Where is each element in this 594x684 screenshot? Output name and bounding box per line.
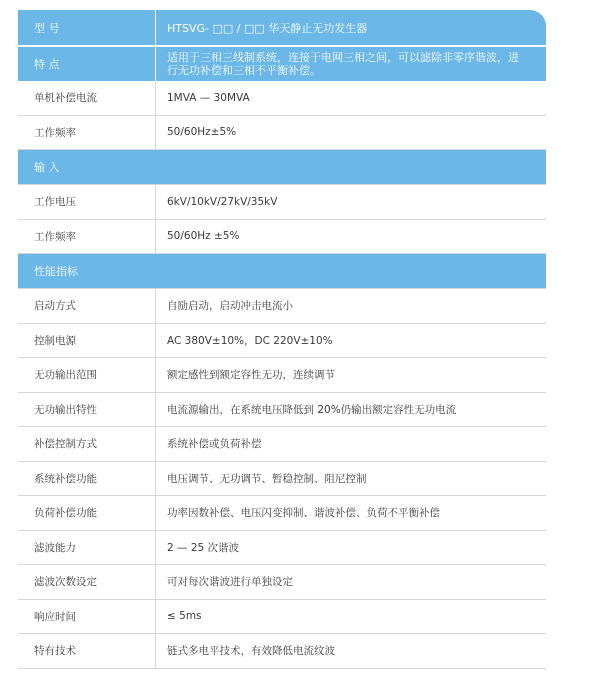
feature-label: 特 点 [34, 58, 60, 71]
table-row [18, 531, 546, 566]
feature-value: 适用于三相三线制系统，连接于电网三相之间，可以滤除非零序谐波，进行无功补偿和三相不平衡补偿。 [155, 47, 546, 81]
row-label: 无功输出范围 [34, 369, 97, 382]
model-value: HTSVG- □□ / □□ 华天静止无功发生器 [155, 10, 546, 45]
table-row [18, 116, 546, 151]
row-value: 6kV/10kV/27kV/35kV [155, 185, 546, 219]
row-label: 系统补偿功能 [34, 472, 97, 485]
table-row [18, 565, 546, 600]
row-value: AC 380V±10%，DC 220V±10% [155, 324, 546, 358]
table-row [18, 496, 546, 531]
row-value: 自励启动，启动冲击电流小 [155, 289, 546, 323]
row-label: 控制电源 [34, 334, 76, 347]
row-label: 启动方式 [34, 300, 76, 313]
table-row [18, 185, 546, 220]
table-row [18, 393, 546, 428]
row-value: 电压调节、无功调节、暂稳控制、阻尼控制 [155, 462, 546, 496]
row-value: 可对每次谐波进行单独设定 [155, 565, 546, 599]
row-value: ≤ 5ms [155, 600, 546, 634]
row-label: 特有技术 [34, 645, 76, 658]
row-label: 补偿控制方式 [34, 438, 97, 451]
feature-row [18, 45, 546, 81]
table-row [18, 81, 546, 116]
model-label: 型 号 [34, 21, 60, 35]
row-value: 1MVA — 30MVA [155, 81, 546, 115]
row-value: 50/60Hz ±5% [155, 220, 546, 254]
row-label: 滤波次数设定 [34, 576, 97, 589]
row-value: 链式多电平技术，有效降低电流纹波 [155, 634, 546, 668]
row-label: 单机补偿电流 [34, 92, 97, 105]
table-row [18, 358, 546, 393]
row-label: 工作频率 [34, 230, 76, 243]
row-value: 系统补偿或负荷补偿 [155, 427, 546, 461]
row-label: 响应时间 [34, 610, 76, 623]
table-row [18, 462, 546, 497]
table-row [18, 220, 546, 255]
row-value: 2 — 25 次谐波 [155, 531, 546, 565]
table-row [18, 634, 546, 669]
table-row [18, 289, 546, 324]
spec-table [18, 10, 546, 669]
table-row [18, 324, 546, 359]
table-row [18, 427, 546, 462]
row-label: 滤波能力 [34, 541, 76, 554]
performance-section-header [18, 254, 546, 289]
row-value: 电流源输出，在系统电压降低到 20%仍输出额定容性无功电流 [155, 393, 546, 427]
input-section-header [18, 150, 546, 185]
table-row [18, 600, 546, 635]
section-title: 性能指标 [34, 265, 78, 278]
model-row [18, 10, 546, 45]
row-value: 50/60Hz±5% [155, 116, 546, 150]
row-label: 负荷补偿功能 [34, 507, 97, 520]
row-value: 功率因数补偿、电压闪变抑制、谐波补偿、负荷不平衡补偿 [155, 496, 546, 530]
row-value: 额定感性到额定容性无功，连续调节 [155, 358, 546, 392]
row-label: 无功输出特性 [34, 403, 97, 416]
row-label: 工作电压 [34, 196, 76, 209]
section-title: 输 入 [34, 161, 60, 174]
row-label: 工作频率 [34, 126, 76, 139]
